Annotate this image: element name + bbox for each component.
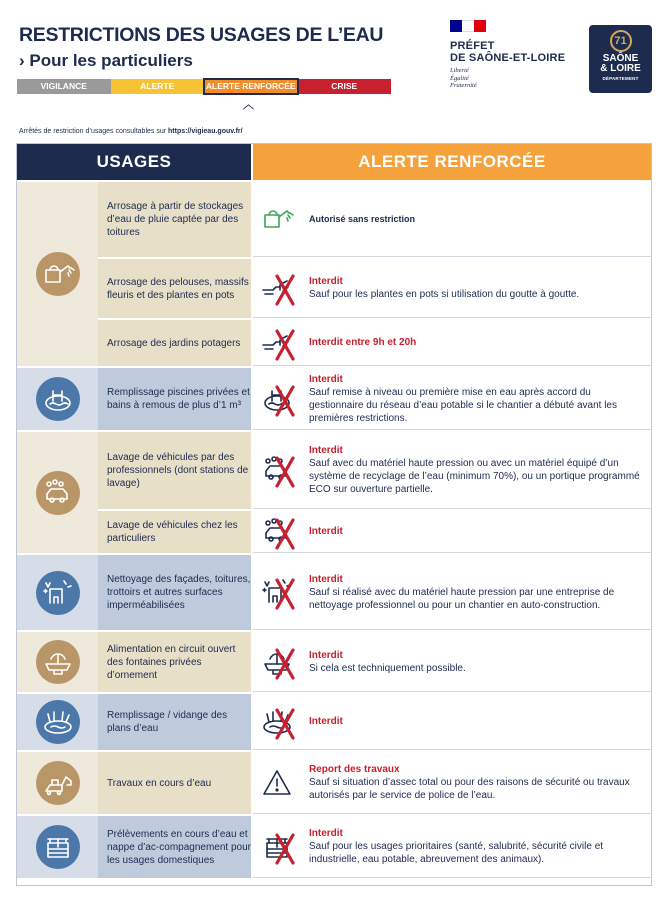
restriction-text — [309, 827, 651, 866]
car-wash-icon — [259, 452, 303, 488]
pool-icon — [40, 381, 76, 417]
table-row — [98, 752, 651, 814]
usage-group — [17, 553, 651, 630]
restriction-icon-cell — [253, 432, 309, 508]
group-icon-cell — [17, 816, 98, 878]
usage-label: Arrosage à partir de stockages d’eau de pluie captée par des toitures — [98, 182, 251, 257]
restriction-detail: Sauf avec du matériel haute pression ou avec un matériel équipé d’un système de recyclage de l’eau (minimum 70%), ou un portique programmé ECO sur ouverture partielle. — [309, 458, 640, 495]
usage-group — [17, 180, 651, 366]
restriction-icon-cell — [253, 694, 309, 749]
group-icon-disc — [36, 252, 80, 296]
restriction-icon-cell — [253, 511, 309, 552]
reference-note: Arrêtés de restriction d’usages consultables sur https://vigieau.gouv.fr/ — [19, 128, 243, 135]
usage-group — [17, 814, 651, 878]
usage-label: Arrosage des jardins potagers — [98, 320, 251, 366]
table-row — [98, 318, 651, 366]
table-row — [98, 182, 651, 257]
level-alerte-renforcee: ALERTE RENFORCÉE — [204, 79, 298, 94]
restriction-detail: Sauf si situation d’assec total ou pour des raisons de sécurité ou travaux autorisés par le service de police de l’eau. — [309, 777, 630, 801]
restriction-icon-cell — [253, 555, 309, 629]
group-icon-disc — [36, 700, 80, 744]
pool-icon — [259, 381, 303, 417]
restriction-text — [309, 715, 351, 728]
alert-level-scale — [17, 79, 391, 94]
restriction-status: Interdit — [309, 276, 343, 287]
table-row — [98, 257, 651, 318]
group-icon-cell — [17, 694, 98, 750]
usage-label: Prélèvements en cours d’eau et nappe d’ac-compagnement pour les usages domestiques — [98, 816, 251, 878]
restriction-text — [309, 275, 587, 301]
warning-icon — [259, 765, 303, 801]
fountain-icon — [40, 644, 76, 680]
restriction-status: Interdit entre 9h et 20h — [309, 337, 417, 348]
restriction-icon-cell — [253, 320, 309, 365]
restriction-cell — [253, 511, 651, 553]
restriction-text — [309, 336, 424, 349]
restriction-status: Autorisé sans restriction — [309, 213, 416, 224]
group-icon-cell — [17, 432, 98, 553]
restriction-icon-cell — [253, 368, 309, 429]
vigieau-link[interactable]: https://vigieau.gouv.fr/ — [168, 128, 243, 135]
table-row — [98, 694, 651, 750]
car-wash-icon — [259, 514, 303, 550]
hose-icon — [259, 325, 303, 361]
restriction-text — [309, 763, 651, 802]
restriction-detail: Sauf si réalisé avec du matériel haute pression par une entreprise de nettoyage professionnel ou pour un chantier en auto-construction. — [309, 586, 615, 611]
watering-can-icon — [259, 201, 303, 237]
usage-group — [17, 750, 651, 814]
department-badge-icon: 71 — [610, 30, 632, 52]
restriction-text — [309, 525, 351, 538]
restriction-detail: Sauf pour les plantes en pots si utilisation du goutte à goutte. — [309, 289, 580, 300]
table-row — [98, 432, 651, 509]
group-icon-disc — [36, 761, 80, 805]
level-vigilance: VIGILANCE — [17, 79, 111, 94]
facade-cleaning-icon — [40, 575, 76, 611]
hose-icon — [259, 270, 303, 306]
group-icon-disc — [36, 377, 80, 421]
usage-label: Arrosage des pelouses, massifs fleuris et des plantes en pots — [98, 259, 251, 318]
page-subtitle: › Pour les particuliers — [19, 51, 193, 70]
watering-can-icon — [40, 256, 76, 292]
department-logo: 71 SAÔNE & LOIRE DÉPARTEMENT — [589, 25, 652, 93]
restriction-icon-cell — [253, 752, 309, 813]
restriction-detail: Sauf remise à niveau ou première mise en eau après accord du gestionnaire du réseau d’eau potable si le chantier a débuté avant les premières restrictions. — [309, 386, 617, 424]
restriction-text — [309, 373, 651, 425]
usage-group — [17, 630, 651, 692]
well-icon — [259, 829, 303, 865]
french-flag-icon — [450, 20, 486, 32]
group-icon-cell — [17, 368, 98, 430]
car-wash-icon — [40, 475, 76, 511]
usage-label: Lavage de véhicules chez les particuliers — [98, 511, 251, 553]
column-header-usages: USAGES — [17, 144, 251, 180]
restriction-status: Interdit — [309, 373, 343, 385]
restrictions-table — [16, 143, 652, 886]
restriction-text — [309, 573, 651, 612]
prefet-name: PRÉFET DE SAÔNE-ET-LOIRE — [450, 40, 566, 64]
facade-cleaning-icon — [259, 574, 303, 610]
usage-group — [17, 692, 651, 750]
usage-label: Remplissage / vidange des plans d’eau — [98, 694, 251, 750]
pond-icon — [259, 704, 303, 740]
group-icon-disc — [36, 571, 80, 615]
group-icon-cell — [17, 632, 98, 692]
restriction-icon-cell — [253, 182, 309, 256]
usage-label: Alimentation en circuit ouvert des fontaines privées d’ornement — [98, 632, 251, 692]
restriction-text — [309, 649, 474, 675]
restriction-cell — [253, 752, 651, 814]
current-level-caret-icon: ︿ — [243, 99, 254, 111]
restriction-cell — [253, 694, 651, 750]
restriction-status: Report des travaux — [309, 764, 400, 775]
table-row — [98, 632, 651, 692]
excavator-icon — [40, 765, 76, 801]
republic-motto: Liberté Égalité Fraternité — [450, 67, 477, 89]
group-icon-disc — [36, 825, 80, 869]
restriction-status: Interdit — [309, 828, 343, 839]
level-alerte: ALERTE — [111, 79, 205, 94]
restriction-status: Interdit — [309, 445, 343, 456]
level-crise: CRISE — [298, 79, 392, 94]
restriction-detail: Si cela est techniquement possible. — [309, 662, 466, 674]
restriction-text — [309, 213, 423, 226]
page-title: RESTRICTIONS DES USAGES DE L’EAU — [19, 24, 384, 46]
restriction-detail: Sauf pour les usages prioritaires (santé, salubrité, sécurité civile et industrielle, eau potable, abreuvement des animaux). — [309, 841, 604, 865]
restriction-icon-cell — [253, 259, 309, 317]
table-row — [98, 509, 651, 553]
restriction-cell — [253, 320, 651, 366]
group-icon-disc — [36, 471, 80, 515]
column-header-level: ALERTE RENFORCÉE — [253, 144, 651, 180]
table-row — [98, 368, 651, 430]
usage-group — [17, 430, 651, 553]
restriction-cell — [253, 632, 651, 692]
group-icon-disc — [36, 640, 80, 684]
restriction-text — [309, 444, 651, 496]
restriction-cell — [253, 555, 651, 630]
restriction-icon-cell — [253, 632, 309, 691]
usage-label: Lavage de véhicules par des professionnels (dont stations de lavage) — [98, 432, 251, 509]
restriction-cell — [253, 259, 651, 318]
restriction-cell — [253, 368, 651, 430]
restriction-status: Interdit — [309, 573, 343, 585]
restriction-cell — [253, 432, 651, 509]
restriction-cell — [253, 816, 651, 878]
table-row — [98, 555, 651, 630]
group-icon-cell — [17, 182, 98, 366]
prefet-logo — [450, 20, 590, 90]
usage-label: Travaux en cours d’eau — [98, 752, 251, 814]
group-icon-cell — [17, 555, 98, 630]
restriction-cell — [253, 182, 651, 257]
restriction-status: Interdit — [309, 649, 343, 661]
usage-group — [17, 366, 651, 430]
restriction-status: Interdit — [309, 716, 343, 727]
table-row — [98, 816, 651, 878]
restriction-icon-cell — [253, 816, 309, 877]
pond-icon — [40, 704, 76, 740]
usage-label: Remplissage piscines privées et bains à remous de plus d’1 m³ — [98, 368, 251, 430]
usage-label: Nettoyage des façades, toitures, trottoirs et autres surfaces imperméabilisées — [98, 555, 251, 630]
fountain-icon — [259, 644, 303, 680]
restriction-status: Interdit — [309, 526, 343, 537]
well-icon — [40, 829, 76, 865]
group-icon-cell — [17, 752, 98, 814]
